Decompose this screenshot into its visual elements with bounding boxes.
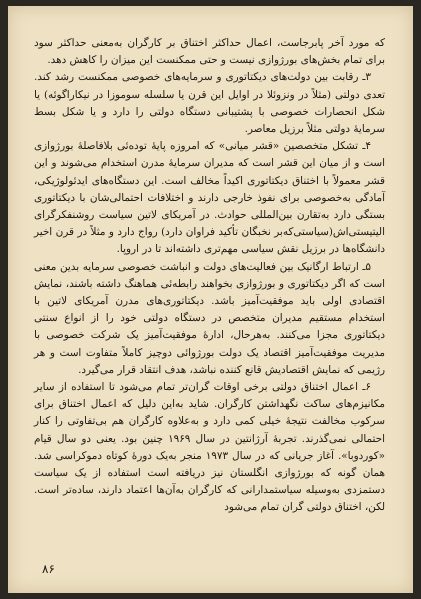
paragraph: که مورد آخر پابرجاست، اعمال حداکثر اختناق بر کارگران به‌معنی حداکثر سود برای تمام بخش‌های بورژوازی نیست و حتی ممکنست این میزان را کاهش دهد. bbox=[34, 37, 385, 67]
paragraph: ۶ـ اعمال اختناق دولتی برخی اوقات گران‌تر تمام می‌شود تا استفاده از سایر مکانیزم‌های ساکت نگهداشتن کارگران. شاید به‌این دلیل که اعمال اختناق برای سرکوب مخالفت نتیجهٔ خیلی کمی دارد و به‌علاوه کارگران هم بی‌تفاوتی را کنار احتمالی نمی‌گذرند. تجربهٔ آرژانتین در سال ۱۹۶۹ چنین بود. یعنی دو سال قیام «کوردوبا». آغاز جریانی که در سال ۱۹۷۳ منجر به‌یک دورهٔ کوتاه دموکراسی شد. همان گونه که بورژوازی انگلستان نیز دریافته است استفاده از یک سیاست دستمزدی به‌وسیله سیاستمدارانی که کارگران به‌آن‌ها اعتماد دارند، ساده‌تر است. لکن، اختناق دولتی گران تمام می‌شود bbox=[34, 381, 385, 514]
body-text bbox=[34, 35, 385, 517]
paragraph: ۴ـ تشکل متخصصین «قشر میانی» که امروزه پایهٔ توده‌ئی بلافاصلهٔ بورژوازی است و از میان این قشر است که مدیران سرمایهٔ مدرن استخدام می‌شوند و این قشر معمولاً با اختناق دیکتاتوری اکیداً مخالف است. این دستگاه‌های ایدئولوژیکی، آمادگی به‌خصوصی برای نفوذ خارجی دارند و اختلافات احتمالی‌شان با دیکتاتوری بستگی دارد به‌تقارن بین‌المللی حوادث. در آمریکای لاتین سیاست روشنفکرگرای الیتیستی‌اش(سیاستی‌که‌بر نخبگان تأکید فراوان دارد) رواج دارد و مثلاً در قرن اخیر دانشگاه‌ها در برزیل نقش سیاسی مهم‌تری داشته‌اند تا در اروپا. bbox=[34, 140, 385, 256]
paragraph: ۵ـ ارتباط ارگانیک بین فعالیت‌های دولت و انباشت خصوصی سرمایه بدین معنی است که اگر دیکتاتوری و بورژوازی بخواهند رابطه‌ئی هماهنگ داشته باشند، نمایش اقتصادی اولی باید موفقیت‌آمیز باشد. دیکتاتوری‌های مدرن آمریکای لاتین با استخدام مستقیم مدیران متخصص در دستگاه دولتی خود را از انواع سنتی دیکتاتوری مجزا می‌کنند. به‌هرحال، ادارهٔ موفقیت‌آمیز یک شرکت خصوصی با مدیریت موفقیت‌آمیز اقتصاد یک دولت بورژوائی دوچیز کاملاً متفاوت است و هر رژیمی که نمایش اقتصادیش قانع کننده نباشد، هدف انتقاد قرار می‌گیرد. bbox=[34, 260, 385, 376]
page-number: ۸۶ bbox=[42, 562, 55, 576]
book-page bbox=[8, 6, 413, 593]
paragraph: ۳ـ رقابت بین دولت‌های دیکتاتوری و سرمایه‌های خصوصی ممکنست رشد کند. تعدی دولتی (مثلاً در ونزوئلا در اوایل این قرن یا سلسله سوموزا در نیکاراگوئه) یا شکل انحصارات خصوصی با پشتیبانی دستگاه دولتی را دارد و یا شکل بسط سرمایهٔ دولتی مثلاً برزیل معاصر. bbox=[34, 71, 385, 136]
